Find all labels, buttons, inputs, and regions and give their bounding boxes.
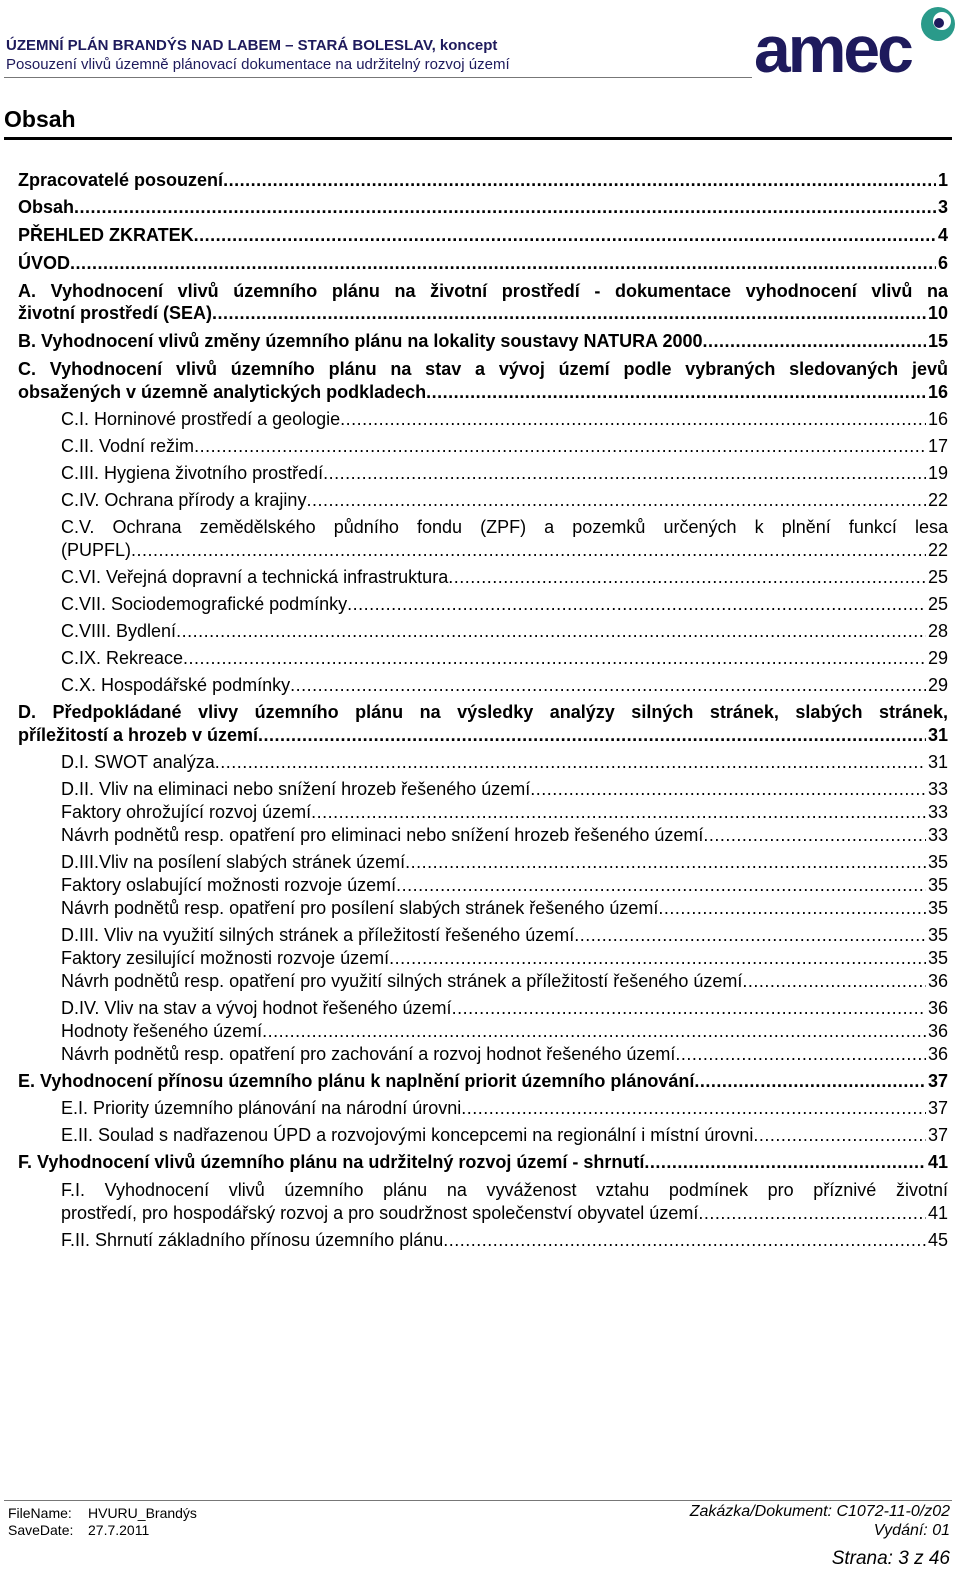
toc-leader-dots — [306, 489, 926, 511]
toc-entry[interactable] — [61, 1124, 948, 1146]
savedate-label: SaveDate: — [8, 1522, 74, 1538]
toc-entry[interactable] — [18, 252, 948, 274]
toc-page-number: 36 — [927, 1044, 948, 1064]
toc-leader-dots — [290, 674, 926, 696]
savedate-value: 27.7.2011 — [88, 1522, 150, 1538]
toc-entry-continuation[interactable] — [18, 724, 948, 746]
toc-page-number: 36 — [927, 1021, 948, 1041]
toc-entry-continuation[interactable] — [61, 539, 948, 561]
toc-entry[interactable] — [61, 489, 948, 511]
toc-leader-dots — [443, 1229, 926, 1251]
toc-page-number: 41 — [927, 1152, 948, 1172]
toc-page-number: 19 — [927, 463, 948, 483]
toc-entry[interactable] — [61, 674, 948, 696]
toc-entry-text: C.III. Hygiena životního prostředí — [61, 463, 324, 483]
page-header — [0, 0, 960, 80]
toc-entry-text: C.VIII. Bydlení — [61, 621, 177, 641]
toc-leader-dots — [347, 593, 926, 615]
toc-entry-text: C.X. Hospodářské podmínky — [61, 675, 291, 695]
toc-leader-dots — [426, 381, 926, 403]
toc-page-number: 33 — [927, 802, 948, 822]
toc-entry-text: Faktory ohrožující rozvoj území — [61, 802, 312, 822]
toc-page-number: 16 — [927, 382, 948, 402]
toc-entry-text: ÚVOD — [18, 253, 71, 273]
filename-value: HVURU_Brandýs — [88, 1505, 197, 1521]
toc-entry-text: příležitostí a hrozeb v území — [18, 725, 259, 745]
toc-entry-continuation[interactable] — [18, 381, 948, 403]
toc-leader-dots — [194, 224, 936, 246]
toc-leader-dots — [311, 801, 926, 823]
toc-entry[interactable] — [18, 1070, 948, 1092]
order-document: Zakázka/Dokument: C1072-11-0/z02 — [689, 1503, 950, 1520]
toc-entry[interactable] — [18, 196, 948, 218]
toc-entry-text: D.III.Vliv na posílení slabých stránek území — [61, 852, 406, 872]
toc-entry[interactable] — [61, 824, 948, 846]
toc-entry-text: prostředí, pro hospodářský rozvoj a pro soudržnost společenství obyvatel území — [61, 1203, 699, 1223]
toc-entry-text: C.I. Horninové prostředí a geologie — [61, 409, 341, 429]
toc-entry-text: E. Vyhodnocení přínosu územního plánu k naplnění priorit územního plánování — [18, 1071, 695, 1091]
toc-leader-dots — [183, 647, 926, 669]
toc-entry-text: B. Vyhodnocení vlivů změny územního plánu na lokality soustavy NATURA 2000 — [18, 331, 703, 351]
page-footer — [0, 1490, 960, 1570]
toc-leader-dots — [448, 566, 926, 588]
toc-leader-dots — [530, 778, 926, 800]
footer-rule — [4, 1500, 952, 1501]
toc-entry-text: D.II. Vliv na eliminaci nebo snížení hrozeb řešeného území — [61, 779, 531, 799]
toc-entry-text: životní prostředí (SEA) — [18, 303, 213, 323]
toc-page-number: 35 — [927, 898, 948, 918]
toc-leader-dots — [176, 620, 926, 642]
toc-entry-text: Faktory zesilující možnosti rozvoje území — [61, 948, 390, 968]
toc-entry-text: Faktory oslabující možnosti rozvoje území — [61, 875, 397, 895]
toc-leader-dots — [323, 462, 926, 484]
header-rule — [4, 77, 752, 78]
toc-entry-text: D.I. SWOT analýza — [61, 752, 215, 772]
toc-page-number: 35 — [927, 948, 948, 968]
toc-page-number: 35 — [927, 875, 948, 895]
toc-page-number: 31 — [927, 752, 948, 772]
toc-leader-dots — [742, 970, 926, 992]
toc-entry-text: obsažených v územně analytických podkladech — [18, 382, 427, 402]
toc-leader-dots — [644, 1151, 926, 1173]
toc-page-number: 29 — [927, 675, 948, 695]
toc-leader-dots — [389, 947, 926, 969]
toc-page-number: 15 — [927, 331, 948, 351]
toc-entry[interactable] — [61, 1020, 948, 1042]
toc-page-number: 33 — [927, 825, 948, 845]
toc-entry-continuation[interactable] — [61, 1202, 948, 1224]
toc-entry[interactable] — [61, 647, 948, 669]
toc-entry-text: PŘEHLED ZKRATEK — [18, 225, 194, 245]
toc-entry[interactable] — [61, 874, 948, 896]
toc-entry-text: C.IX. Rekreace — [61, 648, 184, 668]
toc-page-number: 28 — [927, 621, 948, 641]
toc-leader-dots — [658, 897, 926, 919]
toc-entry[interactable] — [61, 593, 948, 615]
toc-leader-dots — [753, 1124, 926, 1146]
toc-entry[interactable] — [61, 924, 948, 946]
toc-entry[interactable] — [61, 566, 948, 588]
toc-entry[interactable] — [61, 1229, 948, 1251]
toc-entry[interactable] — [61, 1097, 948, 1119]
toc-entry[interactable] — [61, 997, 948, 1019]
toc-entry[interactable] — [61, 462, 948, 484]
toc-leader-dots — [698, 1202, 926, 1224]
toc-entry[interactable] — [18, 330, 948, 352]
toc-entry-text: F.II. Shrnutí základního přínosu územního plánu — [61, 1230, 444, 1250]
toc-entry-text: E.II. Soulad s nadřazenou ÚPD a rozvojovými koncepcemi na regionální i místní úrovni — [61, 1125, 754, 1145]
toc-entry-text: Návrh podnětů resp. opatření pro využití silných stránek a příležitostí řešeného území — [61, 971, 743, 991]
toc-entry[interactable]: D. Předpokládané vlivy územního plánu na výsledky analýzy silných stránek, slabých stránek, — [18, 702, 948, 722]
toc-leader-dots — [703, 824, 926, 846]
edition: Vydání: 01 — [873, 1522, 950, 1539]
toc-entry[interactable]: C.V. Ochrana zemědělského půdního fondu (ZPF) a pozemků určených k plnění funkcí lesa — [61, 517, 948, 537]
toc-entry[interactable] — [18, 224, 948, 246]
page-number: Strana: 3 z 46 — [831, 1548, 950, 1569]
toc-entry-text: Návrh podnětů resp. opatření pro posílení slabých stránek řešeného území — [61, 898, 659, 918]
toc-entry[interactable] — [61, 1043, 948, 1065]
toc-page-number: 41 — [927, 1203, 948, 1223]
toc-leader-dots — [258, 724, 926, 746]
toc-page-number: 22 — [927, 540, 948, 560]
toc-page-number: 36 — [927, 998, 948, 1018]
toc-entry-text: D.III. Vliv na využití silných stránek a příležitostí řešeného území — [61, 925, 575, 945]
toc-page-number: 35 — [927, 925, 948, 945]
amec-logo — [752, 2, 958, 80]
toc-leader-dots — [340, 408, 926, 430]
toc-entry[interactable]: F.I. Vyhodnocení vlivů územního plánu na vyváženost vztahu podmínek pro příznivé životní — [61, 1180, 948, 1200]
toc-leader-dots — [70, 252, 936, 274]
toc-entry-text: C.IV. Ochrana přírody a krajiny — [61, 490, 307, 510]
toc-entry-text: D.IV. Vliv na stav a vývoj hodnot řešeného území — [61, 998, 452, 1018]
toc-leader-dots — [694, 1070, 926, 1092]
filename-label: FileName: — [8, 1505, 72, 1521]
toc-entry-text: Hodnoty řešeného území — [61, 1021, 263, 1041]
toc-leader-dots — [194, 435, 926, 457]
toc-entry[interactable] — [61, 620, 948, 642]
toc-leader-dots — [702, 330, 925, 352]
toc-page-number: 4 — [937, 225, 948, 245]
toc-entry[interactable] — [61, 970, 948, 992]
toc-leader-dots — [396, 874, 926, 896]
toc-entry-text: Obsah — [18, 197, 75, 217]
toc-leader-dots — [574, 924, 926, 946]
toc-page-number: 37 — [927, 1125, 948, 1145]
toc-leader-dots — [452, 997, 926, 1019]
toc-leader-dots — [405, 851, 926, 873]
toc-entry-text: C.VI. Veřejná dopravní a technická infrastruktura — [61, 567, 449, 587]
toc-leader-dots — [215, 751, 926, 773]
toc-entry[interactable] — [61, 897, 948, 919]
toc-page-number: 16 — [927, 409, 948, 429]
toc-entry-text: F. Vyhodnocení vlivů územního plánu na udržitelný rozvoj území - shrnutí — [18, 1152, 645, 1172]
toc-leader-dots — [74, 196, 936, 218]
header-subtitle: Posouzení vlivů územně plánovací dokumentace na udržitelný rozvoj území — [6, 56, 510, 73]
toc-entry[interactable] — [61, 851, 948, 873]
toc-entry[interactable] — [61, 751, 948, 773]
title-rule — [4, 137, 952, 140]
toc-page-number: 37 — [927, 1098, 948, 1118]
toc-entry[interactable] — [18, 169, 948, 191]
toc-leader-dots — [212, 302, 926, 324]
toc-entry[interactable]: C. Vyhodnocení vlivů územního plánu na stav a vývoj území podle vybraných sledovaných jevů — [18, 359, 948, 379]
toc-leader-dots — [262, 1020, 926, 1042]
toc-entry-text: E.I. Priority územního plánování na národní úrovni — [61, 1098, 462, 1118]
toc-page-number: 10 — [927, 303, 948, 323]
page-title: Obsah — [4, 106, 76, 132]
toc-entry-text: Návrh podnětů resp. opatření pro eliminaci nebo snížení hrozeb řešeného území — [61, 825, 704, 845]
toc-page-number: 1 — [937, 170, 948, 190]
toc-entry[interactable] — [61, 408, 948, 430]
toc-page-number: 22 — [927, 490, 948, 510]
toc-page-number: 36 — [927, 971, 948, 991]
toc-page-number: 31 — [927, 725, 948, 745]
toc-page-number: 35 — [927, 852, 948, 872]
toc-page-number: 6 — [937, 253, 948, 273]
toc-entry[interactable] — [61, 435, 948, 457]
toc-entry-text: C.II. Vodní režim — [61, 436, 195, 456]
toc-entry[interactable] — [61, 947, 948, 969]
toc-entry-text: C.VII. Sociodemografické podmínky — [61, 594, 348, 614]
toc-entry[interactable]: A. Vyhodnocení vlivů územního plánu na životní prostředí - dokumentace vyhodnocení vlivů na — [18, 281, 948, 301]
header-title: ÚZEMNÍ PLÁN BRANDÝS NAD LABEM – STARÁ BOLESLAV, koncept — [6, 37, 498, 54]
toc-page-number: 29 — [927, 648, 948, 668]
toc-leader-dots — [223, 169, 936, 191]
toc-entry-text: Návrh podnětů resp. opatření pro zachování a rozvoj hodnot řešeného území — [61, 1044, 676, 1064]
toc-entry-continuation[interactable] — [18, 302, 948, 324]
toc-entry-text: Zpracovatelé posouzení — [18, 170, 224, 190]
toc-page-number: 37 — [927, 1071, 948, 1091]
toc-page-number: 33 — [927, 779, 948, 799]
toc-leader-dots — [675, 1043, 926, 1065]
toc-page-number: 25 — [927, 594, 948, 614]
toc-page-number: 45 — [927, 1230, 948, 1250]
toc-page-number: 17 — [927, 436, 948, 456]
toc-leader-dots — [131, 539, 926, 561]
toc-page-number: 3 — [937, 197, 948, 217]
logo-text: amec — [754, 12, 911, 80]
toc-page-number: 25 — [927, 567, 948, 587]
toc-entry[interactable] — [61, 778, 948, 800]
toc-leader-dots — [461, 1097, 926, 1119]
toc-entry[interactable] — [61, 801, 948, 823]
toc-entry[interactable] — [18, 1151, 948, 1173]
toc-entry-text: (PUPFL) — [61, 540, 132, 560]
